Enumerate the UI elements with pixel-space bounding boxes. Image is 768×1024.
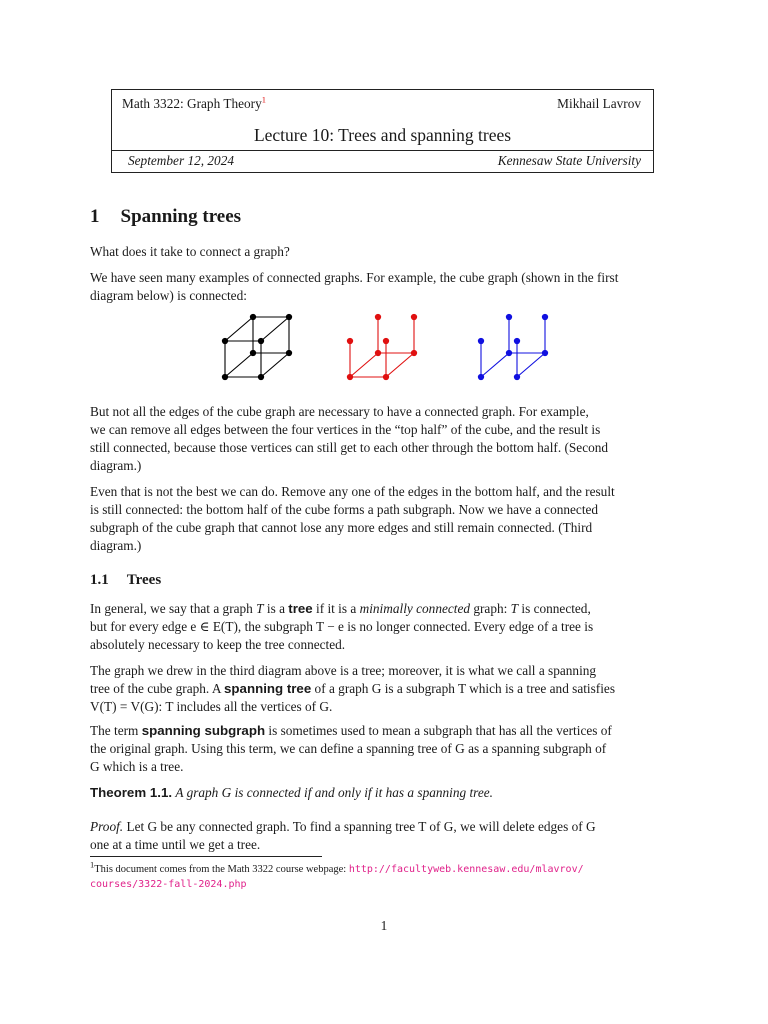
theorem bbox=[90, 784, 680, 802]
theorem-statement: A graph G is connected if and only if it has a spanning tree. bbox=[175, 785, 493, 800]
author: Mikhail Lavrov bbox=[557, 96, 641, 111]
section-heading: 1 Spanning trees bbox=[90, 206, 242, 227]
paragraph-3: But not all the edges of the cube graph are necessary to have a connected graph. For example, we can remove all edges between the four vertices in the “top half” of the cube, and the result is still connected, because those vertices can still get to each other through the bottom half. (Second diagram.) bbox=[90, 404, 609, 473]
course-name: Math 3322: Graph Theory$^1$ bbox=[122, 94, 266, 111]
university: Kennesaw State University bbox=[497, 153, 641, 168]
term-spanning-tree: spanning tree bbox=[224, 681, 312, 696]
paragraph-4: Even that is not the best we can do. Remove any one of the edges in the bottom half, and the result is still connected: the bottom half of the cube forms a path subgraph. Now we have a connected subgraph of the cube graph that cannot lose any more edges and still remain connected. (Third diagram.) bbox=[90, 484, 615, 553]
lecture-title: Lecture 10: Trees and spanning trees bbox=[253, 125, 512, 145]
paragraph-6: The graph we drew in the third diagram above is a tree; moreover, it is what we call a spanning tree of the cube graph. A spanning tree of a graph G is a subgraph T which is a tree and satisfies V(T) = V(G): T includes all the vertices of G. bbox=[90, 663, 616, 714]
paragraph-5: In general, we say that a graph T is a tree if it is a minimally connected graph: T is connected, but for every edge e ∈ E(T), the subgraph T − e is no longer connected. Every edge of a tree is absolutely necessary to keep the tree connected. bbox=[90, 601, 594, 652]
footnote: $^1$This document comes from the Math 3322 course webpage: http://facultyweb.kennesaw.edu/mlavrov/ courses/3322-fall-2024.php bbox=[90, 859, 584, 890]
proof: Proof. Let G be any connected graph. To find a spanning tree T of G, we will delete edges of G one at a time until we get a tree. bbox=[90, 819, 596, 852]
term-tree: tree bbox=[288, 601, 313, 616]
cube-diagrams bbox=[0, 0, 768, 400]
subsection-heading: 1.1 Trees bbox=[90, 572, 162, 588]
half-cube-graph bbox=[347, 314, 416, 379]
footnote-marker[interactable]: 1 bbox=[261, 94, 266, 105]
paragraph-1: What does it take to connect a graph? bbox=[90, 244, 290, 259]
proof-label: Proof. bbox=[90, 819, 124, 834]
lecture-date: September 12, 2024 bbox=[128, 153, 234, 168]
term-spanning-subgraph: spanning subgraph bbox=[141, 723, 266, 738]
paragraph-2: We have seen many examples of connected graphs. For example, the cube graph (shown in the first diagram below) is connected: bbox=[90, 270, 619, 303]
cube-graph bbox=[222, 314, 291, 379]
footnote-rule bbox=[90, 856, 322, 857]
footnote-link[interactable]: http://facultyweb.kennesaw.edu/mlavrov/ bbox=[348, 864, 584, 875]
paragraph-7: The term spanning subgraph is sometimes used to mean a subgraph that has all the vertices of the original graph. Using this term, we can define a spanning tree of G as a spanning subgraph of G which is a tree. bbox=[90, 723, 612, 774]
footnote-link-cont[interactable]: courses/3322-fall-2024.php bbox=[90, 879, 247, 890]
spanning-tree-graph bbox=[478, 314, 547, 379]
theorem-label: Theorem 1.1. bbox=[90, 785, 173, 800]
page-number: 1 bbox=[380, 918, 388, 933]
